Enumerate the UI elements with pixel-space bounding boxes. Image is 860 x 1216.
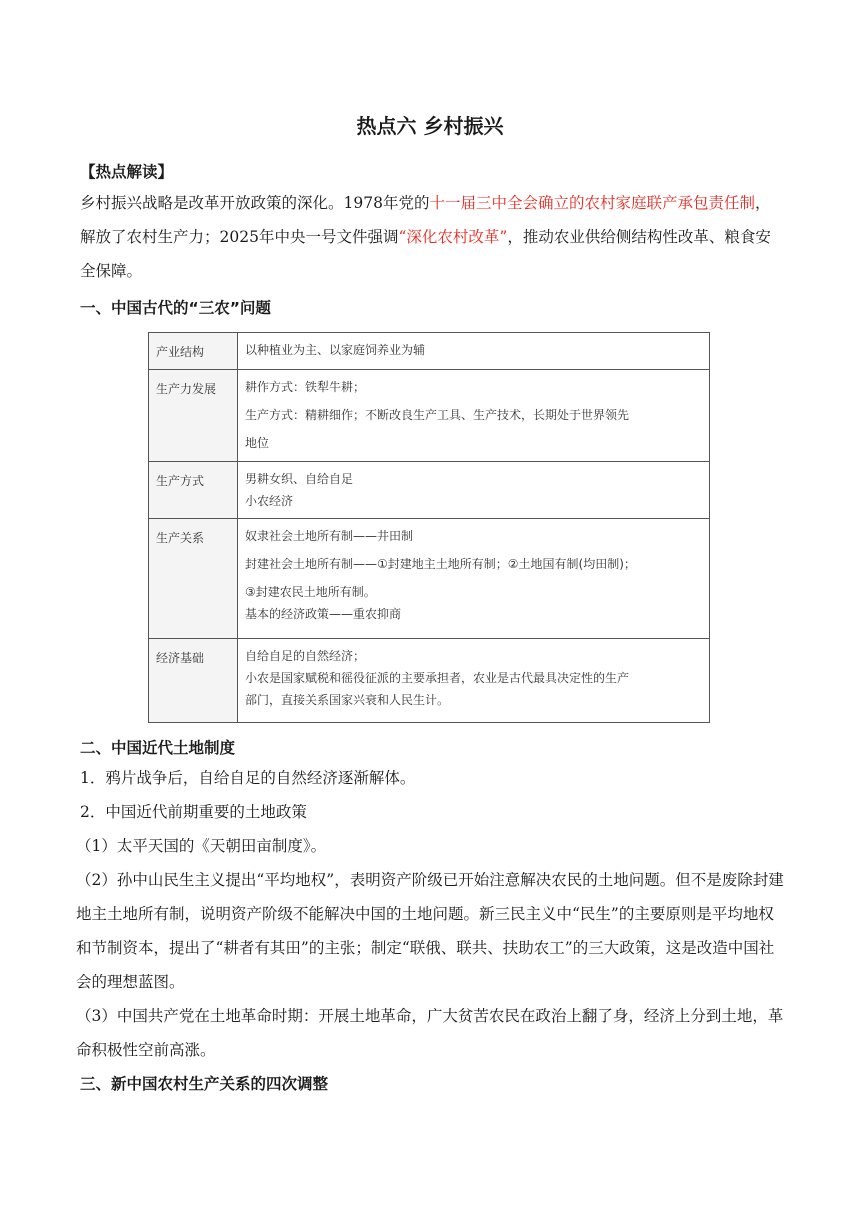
three-agriculture-table bbox=[148, 332, 710, 723]
section-heading-2: 二、中国近代土地制度 bbox=[80, 739, 236, 757]
page-title: 热点六 乡村振兴 bbox=[356, 114, 504, 138]
row-value: 男耕女织、自给自足 小农经济 bbox=[238, 462, 710, 519]
row-key: 生产方式 bbox=[149, 462, 238, 519]
paragraph-5: （3）中国共产党在土地革命时期：开展土地革命，广大贫苦农民在政治上翻了身，经济上分到土地，革命积极性空前高涨。 bbox=[76, 1007, 784, 1059]
intro-text-a: 乡村振兴战略是改革开放政策的深化。1978年党的 bbox=[80, 194, 430, 212]
intro-text-e: ，推动农业供给侧结构性改革、粮食安全保障。 bbox=[80, 228, 771, 280]
intro-paragraph bbox=[80, 186, 784, 288]
row-key: 生产力发展 bbox=[149, 370, 238, 462]
paragraph-1: 1．鸦片战争后，自给自足的自然经济逐渐解体。 bbox=[80, 769, 416, 787]
row-key: 产业结构 bbox=[149, 333, 238, 370]
row-key: 生产关系 bbox=[149, 519, 238, 639]
section-label-hot: 【热点解读】 bbox=[80, 163, 174, 181]
row-key: 经济基础 bbox=[149, 639, 238, 723]
section-heading-3: 三、新中国农村生产关系的四次调整 bbox=[80, 1075, 329, 1093]
row-value: 以种植业为主、以家庭饲养业为辅 bbox=[238, 333, 710, 370]
row-value: 耕作方式：铁犁牛耕； 生产方式：精耕细作；不断改良生产工具、生产技术，长期处于世界领先 地位 bbox=[238, 370, 710, 462]
table-row bbox=[149, 462, 710, 519]
row-value: 自给自足的自然经济； 小农是国家赋税和徭役征派的主要承担者，农业是古代最具决定性的生产 部门，直接关系国家兴衰和人民生计。 bbox=[238, 639, 710, 723]
table-row bbox=[149, 333, 710, 370]
intro-highlight-1: 十一届三中全会确立的农村家庭联产承包责任制 bbox=[429, 194, 755, 212]
paragraph-3: （1）太平天国的《天朝田亩制度》。 bbox=[76, 837, 327, 855]
intro-highlight-2: “深化农村改革” bbox=[398, 228, 508, 246]
section-heading-1: 一、中国古代的“三农”问题 bbox=[80, 299, 271, 317]
paragraph-2: 2．中国近代前期重要的土地政策 bbox=[80, 803, 307, 821]
intro-text-c: ，解放了农村生产力；2025年中央一号文件强调 bbox=[80, 194, 771, 246]
table-row bbox=[149, 519, 710, 639]
paragraph-4: （2）孙中山民生主义提出“平均地权”，表明资产阶级已开始注意解决农民的土地问题。但不是废除封建地主土地所有制，说明资产阶级不能解决中国的土地问题。新三民主义中“民生”的主要原则是平均地权和节制资本，提出了“耕者有其田”的主张；制定“联俄、联共、扶助农工”的三大政策，这是改造中国社会的理想蓝图。 bbox=[76, 871, 784, 991]
table-row bbox=[149, 370, 710, 462]
table-row bbox=[149, 639, 710, 723]
row-value: 奴隶社会土地所有制——井田制 封建社会土地所有制——①封建地主土地所有制；②土地国有制(均田制)； ③封建农民土地所有制。 基本的经济政策——重农抑商 bbox=[238, 519, 710, 639]
